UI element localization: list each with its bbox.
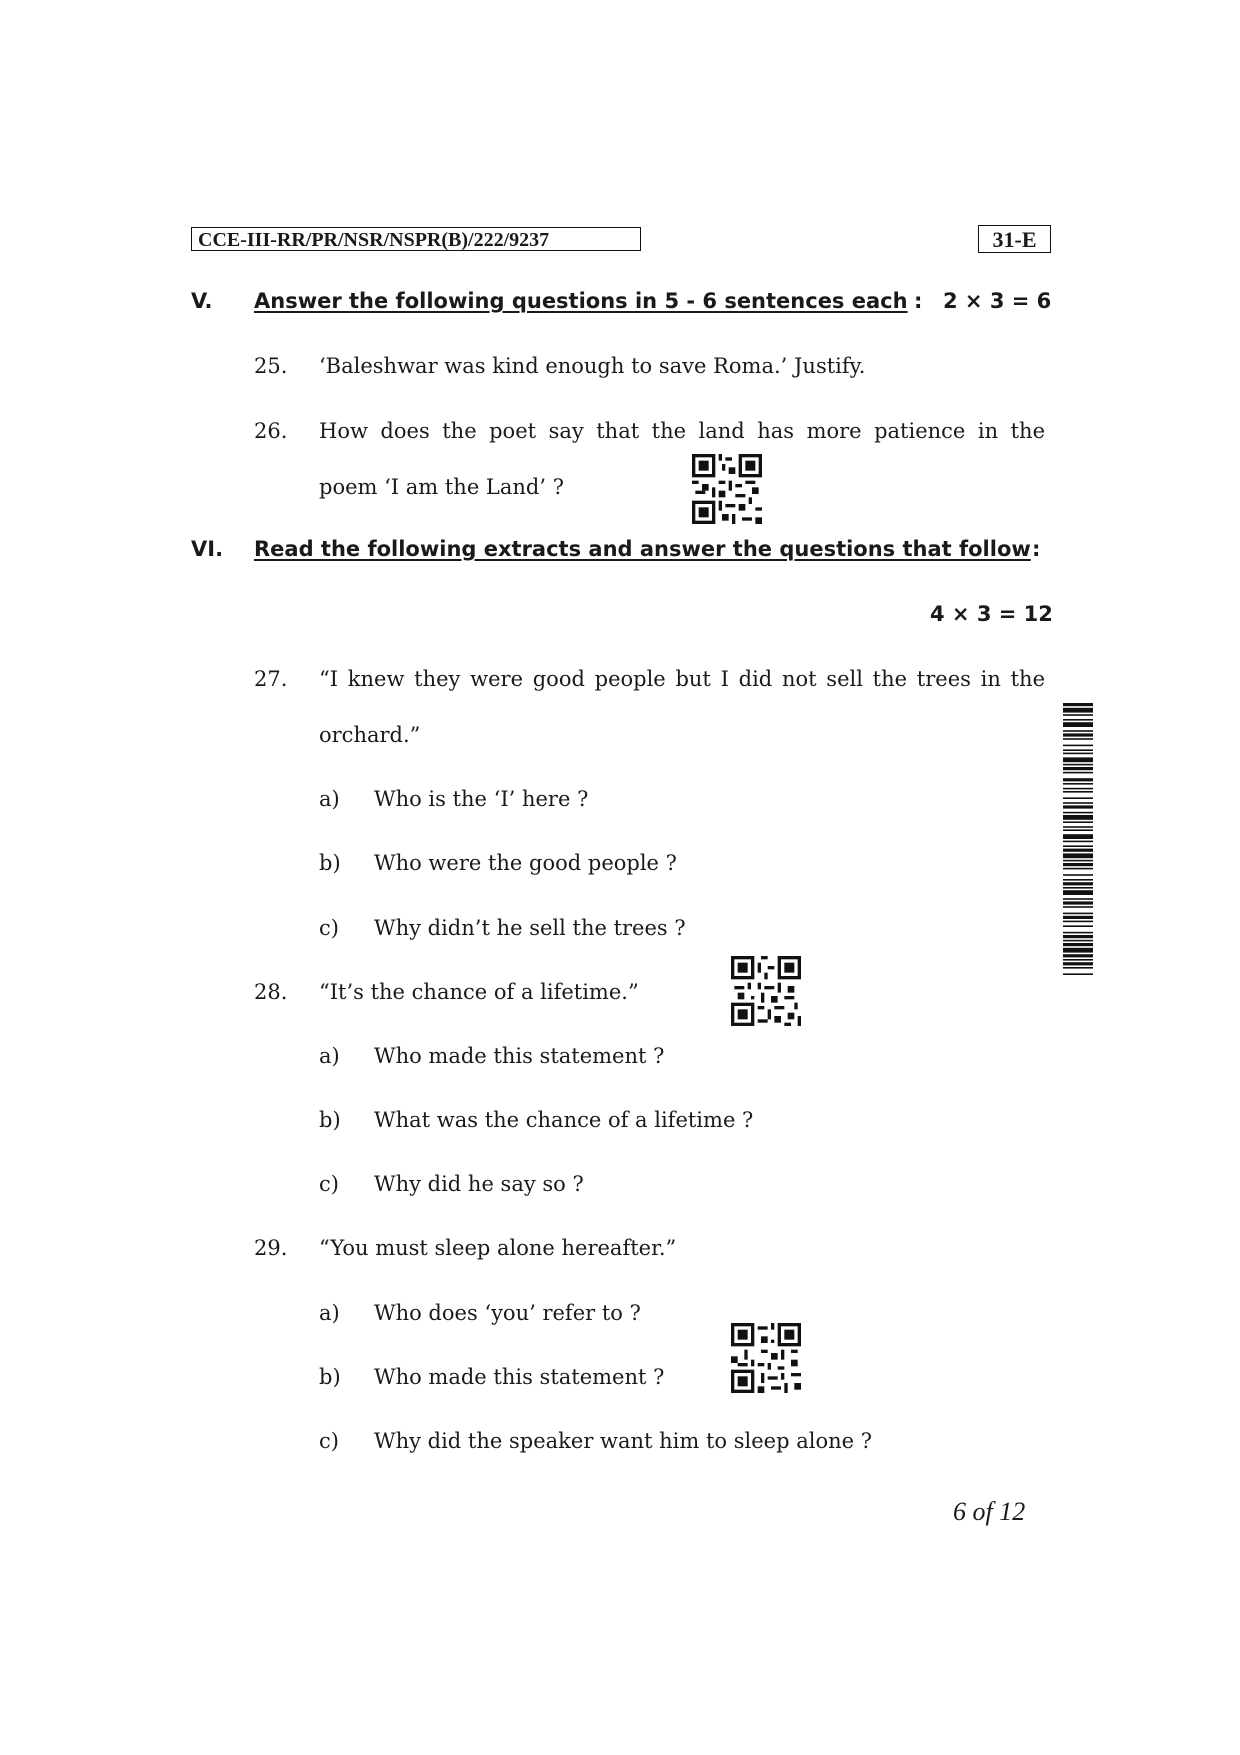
sub-question-text: Why didn’t he sell the trees ?: [374, 916, 686, 940]
qr-code-icon: [692, 454, 762, 524]
section-vi-marks: 4 × 3 = 12: [930, 602, 1053, 626]
question-text: ‘Baleshwar was kind enough to save Roma.’ Justify.: [319, 354, 866, 378]
section-vi-instruction: Read the following extracts and answer the questions that follow: [254, 537, 1031, 561]
sub-question-text: Why did he say so ?: [374, 1172, 584, 1196]
question-text: “I knew they were good people but I did not sell the trees in the: [319, 667, 1045, 691]
section-vi-colon: :: [1032, 537, 1041, 561]
sub-question-text: What was the chance of a lifetime ?: [374, 1108, 754, 1132]
sub-question-label: b): [319, 1108, 341, 1132]
section-vi-numeral: VI.: [191, 537, 224, 561]
section-v-colon: :: [914, 289, 923, 313]
qr-code-icon: [731, 956, 801, 1026]
sub-question-label: b): [319, 1365, 341, 1389]
question-text-continued: orchard.”: [319, 723, 421, 747]
question-text: “It’s the chance of a lifetime.”: [319, 980, 639, 1004]
question-number: 29.: [254, 1236, 288, 1260]
paper-id: 31-E: [978, 225, 1051, 253]
sub-question-text: Who were the good people ?: [374, 851, 677, 875]
section-v-instruction: Answer the following questions in 5 - 6 sentences each: [254, 289, 908, 313]
qr-code-icon: [731, 1323, 801, 1393]
sub-question-label: c): [319, 916, 339, 940]
question-number: 28.: [254, 980, 288, 1004]
sub-question-text: Why did the speaker want him to sleep alone ?: [374, 1429, 872, 1453]
question-number: 25.: [254, 354, 288, 378]
sub-question-label: a): [319, 1044, 340, 1068]
sub-question-label: a): [319, 787, 340, 811]
question-text: How does the poet say that the land has more patience in the: [319, 419, 1045, 443]
sub-question-label: b): [319, 851, 341, 875]
section-v-numeral: V.: [191, 289, 213, 313]
sub-question-label: c): [319, 1172, 339, 1196]
question-text-continued: poem ‘I am the Land’ ?: [319, 475, 564, 499]
barcode-icon: [1063, 703, 1093, 1149]
sub-question-text: Who made this statement ?: [374, 1365, 665, 1389]
sub-question-label: c): [319, 1429, 339, 1453]
sub-question-text: Who does ‘you’ refer to ?: [374, 1301, 641, 1325]
sub-question-text: Who made this statement ?: [374, 1044, 665, 1068]
sub-question-label: a): [319, 1301, 340, 1325]
question-number: 26.: [254, 419, 288, 443]
section-v-marks: 2 × 3 = 6: [943, 289, 1052, 313]
sub-question-text: Who is the ‘I’ here ?: [374, 787, 589, 811]
question-number: 27.: [254, 667, 288, 691]
page-number: 6 of 12: [953, 1497, 1026, 1526]
paper-code: CCE-III-RR/PR/NSR/NSPR(B)/222/9237: [191, 227, 641, 251]
question-text: “You must sleep alone hereafter.”: [319, 1236, 677, 1260]
